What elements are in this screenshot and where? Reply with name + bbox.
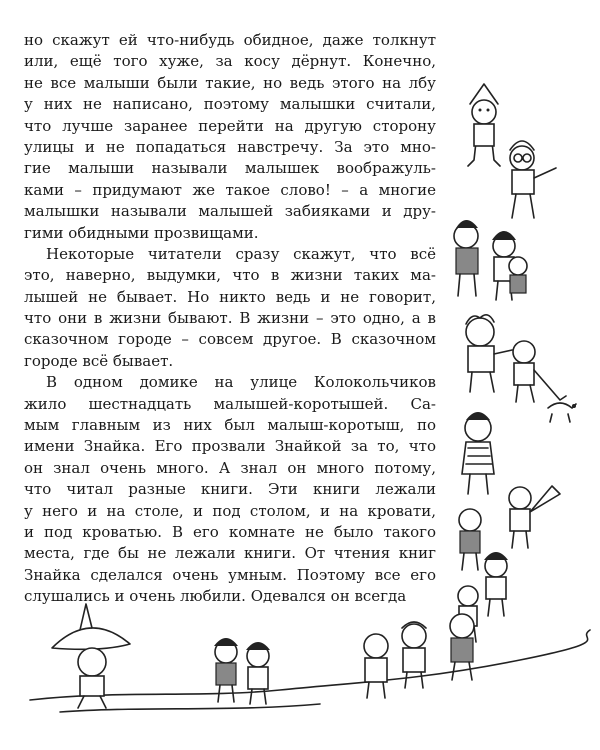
shorty-figure-6 <box>466 315 512 392</box>
text-line: не все малыши были такие, но ведь этого на лбу <box>24 73 436 92</box>
text-line: жило шестнадцать малышей-коротышей. Са- <box>24 394 436 413</box>
shorty-figure-2 <box>510 141 556 218</box>
text-line: но скажут ей что-нибудь обидное, даже толкнут <box>24 31 436 49</box>
small-dog <box>548 403 576 422</box>
shorty-pair-2 <box>246 642 270 704</box>
text-line: лышей не бывает. Но никто ведь и не говорит, <box>24 287 436 306</box>
text-column <box>24 30 436 608</box>
text-line: сказочном городе – совсем другое. В сказочном <box>24 330 436 349</box>
shorty-figure-8 <box>462 412 494 494</box>
shorty-figure-4 <box>492 231 516 300</box>
text-line: что читал разные книги. Эти книги лежали <box>24 480 436 499</box>
text-line: гими обидными прозвищами. <box>24 223 259 242</box>
text-line: имени Знайка. Его прозвали Знайкой за то, что <box>24 437 436 456</box>
ground-line-2 <box>60 704 320 712</box>
text-line: В одном домике на улице Колокольчиков <box>46 373 436 392</box>
text-line: он знал очень много. А знал он много потому, <box>24 458 436 477</box>
shorty-figure-1 <box>468 84 500 166</box>
text-line: и под кроватью. В его комнате не было такого <box>24 522 436 541</box>
ground-line <box>30 630 590 700</box>
shorty-figure-5 <box>509 257 527 293</box>
shorty-figure-11 <box>484 552 508 616</box>
text-line: улицы и не попадаться навстречу. За это мно- <box>24 137 436 156</box>
text-line: гие малыши называли малышек воображуль- <box>24 159 436 178</box>
text-line: у них не написано, поэтому малышки считали, <box>24 95 436 114</box>
shorty-figure-7 <box>513 341 566 402</box>
shorty-bottom-4 <box>402 622 426 688</box>
text-line: или, ещё того хуже, за косу дёрнут. Конечно, <box>24 52 436 71</box>
text-line: что они в жизни бывают. В жизни – это одно, а в <box>24 309 436 328</box>
shorty-figure-9 <box>509 486 560 548</box>
text-line: у него и на столе, и под столом, и на кровати, <box>24 501 436 520</box>
text-line: ками – придумают же такое слово! – а многие <box>24 180 436 199</box>
text-line: Некоторые читатели сразу скажут, что всё <box>46 244 436 263</box>
text-line: это, наверно, выдумки, что в жизни таких ма- <box>24 266 436 285</box>
shorty-figure-12 <box>458 586 478 642</box>
text-line: места, где бы не лежали книги. От чтения книг <box>24 544 436 563</box>
shorty-pair-1 <box>214 638 238 702</box>
text-line: что лучше заранее перейти на другую сторону <box>24 116 436 135</box>
text-line: слушались и очень любили. Одевался он всегда <box>24 587 407 606</box>
shorty-figure-3 <box>454 220 478 296</box>
shorty-big-hat <box>52 604 130 708</box>
text-line: Знайка сделался очень умным. Поэтому все его <box>24 565 436 584</box>
text-line: мым главным из них был малыш-коротыш, по <box>24 416 436 435</box>
shorty-figure-13 <box>450 614 474 680</box>
text-line: малышки называли малышей забияками и дру- <box>24 202 436 221</box>
text-line: городе всё бывает. <box>24 351 174 370</box>
shorty-figure-10 <box>459 509 481 570</box>
shorty-bottom-3 <box>364 634 388 698</box>
